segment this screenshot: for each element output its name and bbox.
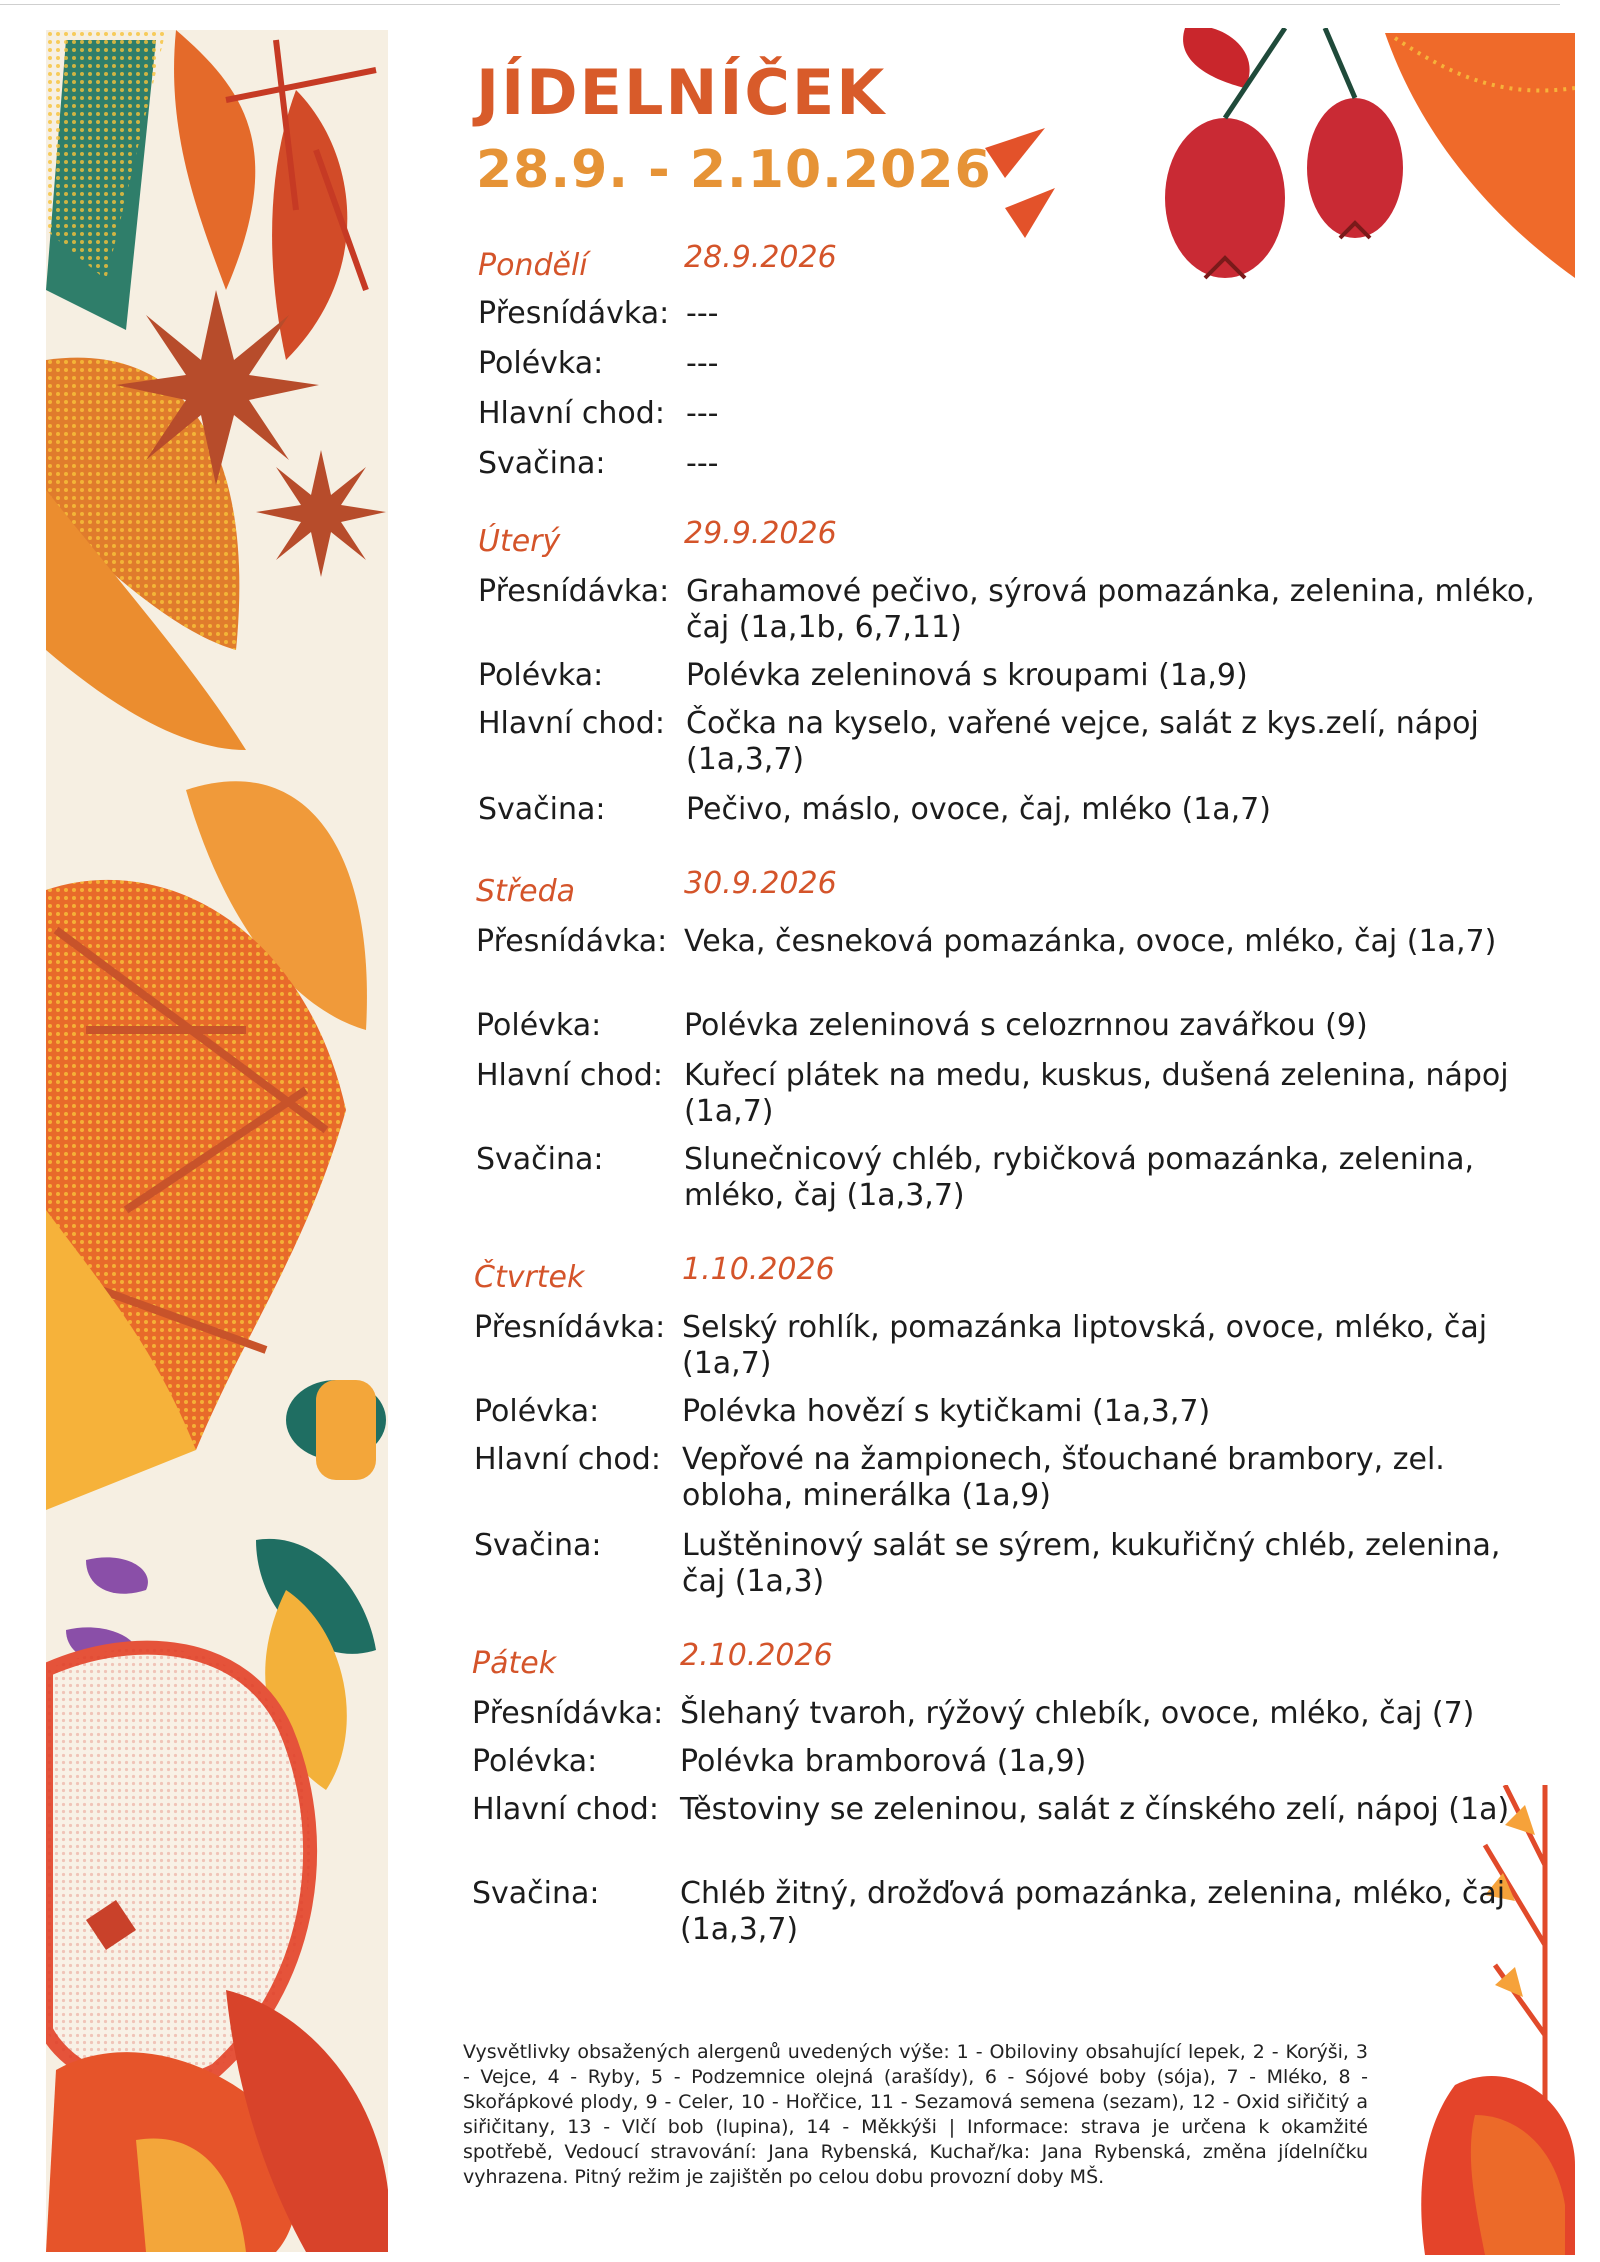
row-value-polevka: Polévka zeleninová s kroupami (1a,9) [686,658,1248,693]
row-label-presnidavka: Přesnídávka: [472,1696,664,1731]
row-value-polevka: Polévka hovězí s kytičkami (1a,3,7) [682,1394,1211,1429]
row-value-presnidavka: Veka, česneková pomazánka, ovoce, mléko, čaj (1a,7) [684,924,1497,959]
row-label-presnidavka: Přesnídávka: [474,1310,666,1345]
row-value-presnidavka: Šlehaný tvaroh, rýžový chlebík, ovoce, mléko, čaj (7) [680,1696,1475,1731]
page-title: JÍDELNÍČEK [476,56,887,129]
row-label-presnidavka: Přesnídávka: [476,924,668,959]
row-value-presnidavka: Grahamové pečivo, sýrová pomazánka, zelenina, mléko, čaj (1a,1b, 6,7,11) [686,574,1535,645]
row-label-hlavni-chod: Hlavní chod: [474,1442,661,1477]
row-label-polevka: Polévka: [478,658,604,693]
row-value-svacina: Slunečnicový chléb, rybičková pomazánka, zelenina, mléko, čaj (1a,3,7) [684,1142,1475,1213]
row-value-presnidavka: Selský rohlík, pomazánka liptovská, ovoce, mléko, čaj (1a,7) [682,1310,1488,1381]
row-value-polevka: Polévka zeleninová s celozrnnou zavářkou (9) [684,1008,1368,1043]
row-value-hlavni-chod: Kuřecí plátek na medu, kuskus, dušená zelenina, nápoj (1a,7) [684,1058,1509,1129]
row-value-hlavni-chod: Těstoviny se zeleninou, salát z čínského zelí, nápoj (1a) [680,1792,1510,1827]
row-value-hlavni-chod: --- [686,396,719,431]
row-label-presnidavka: Přesnídávka: [478,296,670,331]
date-range: 28.9. - 2.10.2026 [476,140,992,200]
day-date: 1.10.2026 [682,1252,835,1287]
page-top-rule [0,4,1560,5]
day-name: Středa [476,874,576,909]
row-label-hlavni-chod: Hlavní chod: [478,706,665,741]
autumn-branch-illustration [1395,1785,1575,2255]
row-label-svacina: Svačina: [472,1876,600,1911]
row-value-hlavni-chod: Vepřové na žampionech, šťouchané brambory, zel. obloha, minerálka (1a,9) [682,1442,1445,1513]
autumn-leaves-illustration [46,30,388,2252]
day-date: 28.9.2026 [684,240,837,275]
row-value-svacina: Chléb žitný, drožďová pomazánka, zelenina, mléko, čaj (1a,3,7) [680,1876,1506,1947]
row-label-polevka: Polévka: [478,346,604,381]
row-label-svacina: Svačina: [474,1528,602,1563]
row-value-svacina: Pečivo, máslo, ovoce, čaj, mléko (1a,7) [686,792,1271,827]
row-label-hlavni-chod: Hlavní chod: [476,1058,663,1093]
row-label-svacina: Svačina: [478,446,606,481]
row-label-hlavni-chod: Hlavní chod: [472,1792,659,1827]
day-date: 30.9.2026 [684,866,837,901]
row-value-svacina: --- [686,446,719,481]
row-label-svacina: Svačina: [478,792,606,827]
row-value-presnidavka: --- [686,296,719,331]
row-label-svacina: Svačina: [476,1142,604,1177]
row-value-svacina: Luštěninový salát se sýrem, kukuřičný chléb, zelenina, čaj (1a,3) [682,1528,1501,1599]
day-name: Pátek [472,1646,557,1681]
day-date: 2.10.2026 [680,1638,833,1673]
row-value-polevka: --- [686,346,719,381]
day-name: Úterý [478,524,561,559]
row-value-hlavni-chod: Čočka na kyselo, vařené vejce, salát z kys.zelí, nápoj (1a,3,7) [686,706,1479,777]
day-date: 29.9.2026 [684,516,837,551]
day-name: Pondělí [478,248,588,283]
row-label-polevka: Polévka: [474,1394,600,1429]
day-name: Čtvrtek [474,1260,585,1295]
row-label-presnidavka: Přesnídávka: [478,574,670,609]
allergen-legend: Vysvětlivky obsažených alergenů uvedených výše: 1 - Obiloviny obsahující lepek, 2 - Korýši, 3 - Vejce, 4 - Ryby, 5 - Podzemnice olejná (arašídy), 6 - Sójové boby (sója), 7 - Mléko, 8 - Skořápkové plody, 9 - Celer, 10 - Hořčice, 11 - Sezamová semena (sezam), 12 - Oxid siřičitý a siřičitany, 13 - Vlčí bob (lupina), 14 - Měkkýši | Informace: strava je určena k okamžité spotřebě, Vedoucí stravování: Jana Rybenská, Kuchař/ka: Jana Rybenská, změna jídelníčku vyhrazena. Pitný režim je zajištěn po celou dobu provozní doby MŠ. [463,2041,1368,2188]
row-value-polevka: Polévka bramborová (1a,9) [680,1744,1087,1779]
row-label-polevka: Polévka: [472,1744,598,1779]
rosehip-illustration [985,28,1575,283]
row-label-hlavni-chod: Hlavní chod: [478,396,665,431]
row-label-polevka: Polévka: [476,1008,602,1043]
